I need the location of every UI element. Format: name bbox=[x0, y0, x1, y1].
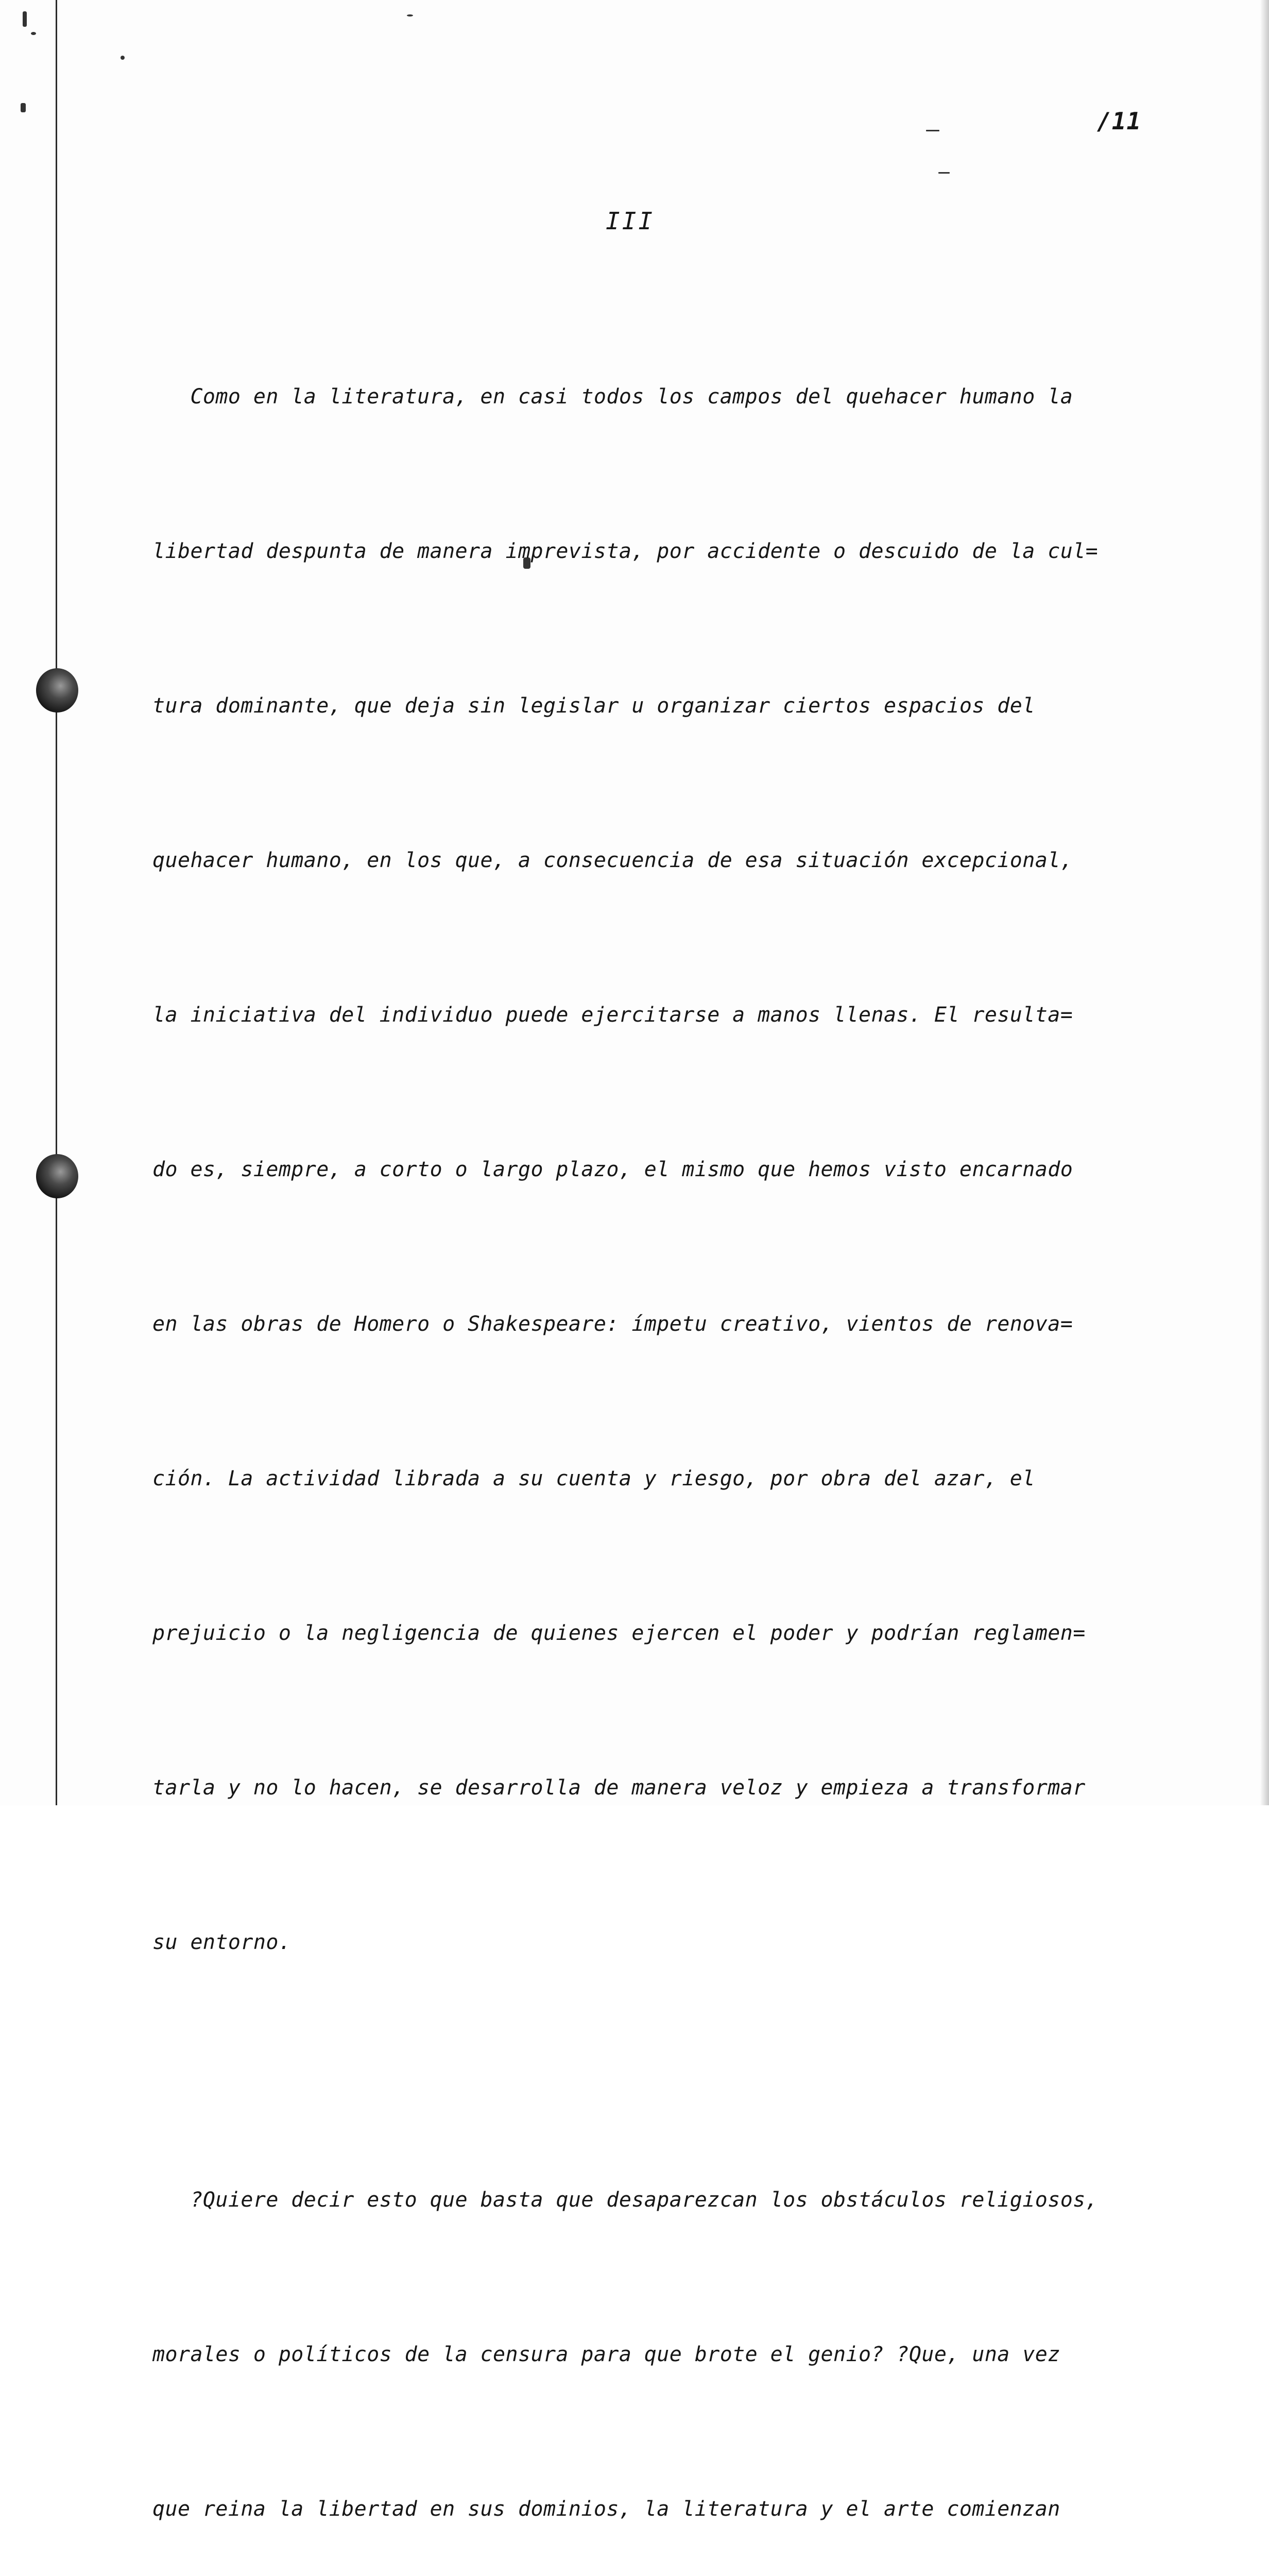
text-line: su entorno. bbox=[152, 1930, 291, 1954]
text-line: ?Quiere decir esto que basta que desaparezcan los obstáculos religiosos, bbox=[152, 2188, 1099, 2212]
scan-speck bbox=[407, 14, 413, 16]
text-line: en las obras de Homero o Shakespeare: ímpetu creativo, vientos de renova= bbox=[152, 1312, 1073, 1336]
text-line: morales o políticos de la censura para que brote el genio? ?Que, una vez bbox=[152, 2343, 1060, 2366]
paragraph-1 bbox=[152, 268, 1177, 2071]
binding-margin-line bbox=[56, 0, 57, 1805]
text-line: que reina la libertad en sus dominios, la literatura y el arte comienzan bbox=[152, 2497, 1060, 2521]
scan-speck bbox=[23, 11, 27, 27]
text-line: tura dominante, que deja sin legislar u organizar ciertos espacios del bbox=[152, 694, 1035, 718]
punch-hole-bottom bbox=[36, 1154, 78, 1198]
text-line: do es, siempre, a corto o largo plazo, el mismo que hemos visto encarnado bbox=[152, 1158, 1073, 1181]
body-text bbox=[152, 268, 1177, 2576]
paragraph-2 bbox=[152, 2071, 1177, 2576]
text-line: Como en la literatura, en casi todos los campos del quehacer humano la bbox=[152, 385, 1073, 409]
scan-speck bbox=[926, 130, 939, 131]
scan-speck bbox=[938, 172, 950, 174]
text-line: libertad despunta de manera imprevista, por accidente o descuido de la cul= bbox=[152, 539, 1099, 563]
scan-speck bbox=[121, 56, 125, 60]
text-line: quehacer humano, en los que, a consecuencia de esa situación excepcional, bbox=[152, 849, 1073, 872]
scan-speck bbox=[21, 103, 26, 112]
text-line: prejuicio o la negligencia de quienes ejercen el poder y podrían reglamen= bbox=[152, 1621, 1086, 1645]
page-number: /11 bbox=[1097, 107, 1142, 135]
section-heading: III bbox=[606, 207, 655, 235]
scan-speck bbox=[31, 32, 36, 35]
text-line: la iniciativa del individuo puede ejercitarse a manos llenas. El resulta= bbox=[152, 1003, 1073, 1027]
text-line: ción. La actividad librada a su cuenta y riesgo, por obra del azar, el bbox=[152, 1467, 1035, 1490]
punch-hole-top bbox=[36, 668, 78, 713]
page-edge-shadow bbox=[1260, 0, 1269, 1805]
text-line: tarla y no lo hacen, se desarrolla de manera veloz y empieza a transformar bbox=[152, 1776, 1086, 1800]
